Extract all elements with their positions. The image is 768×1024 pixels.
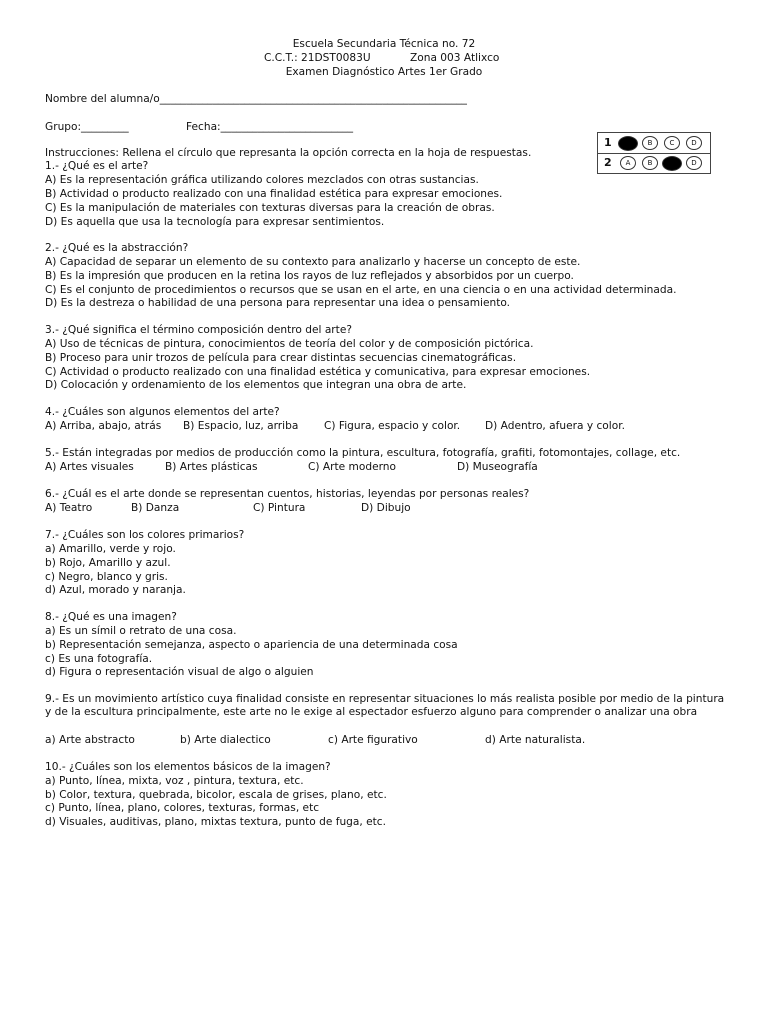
student-name-field: Nombre del alumna/o__________________________________________________________ xyxy=(45,93,467,105)
option-c: C) Es la manipulación de materiales con texturas diversas para la creación de obras. xyxy=(45,202,495,214)
bubble-icon: D xyxy=(686,156,702,170)
bubble-filled-icon: A xyxy=(618,136,638,151)
option-a: a) Amarillo, verde y rojo. xyxy=(45,543,176,555)
option-c: c) Es una fotografía. xyxy=(45,653,153,665)
date-field: Fecha:_________________________ xyxy=(186,121,354,133)
answer-sheet-row xyxy=(598,133,710,154)
option-c: C) Es el conjunto de procedimientos o recursos que se usan en el arte, en una ciencia o en una actividad determinada. xyxy=(45,284,677,296)
bubble-filled-icon: C xyxy=(662,156,682,171)
option-b: B) Proceso para unir trozos de película para crear distintas secuencias cinematográficas. xyxy=(45,352,517,364)
bubble-icon: D xyxy=(686,136,702,150)
option-d: D) Es la destreza o habilidad de una persona para representar una idea o pensamiento. xyxy=(45,297,511,309)
instructions: Instrucciones: Rellena el círculo que represanta la opción correcta en la hoja de respuestas. xyxy=(45,147,532,159)
option-b: b) Color, textura, quebrada, bicolor, escala de grises, plano, etc. xyxy=(45,789,387,801)
question-title: 5.- Están integradas por medios de producción como la pintura, escultura, fotografía, grafiti, fotomontajes, collage, etc. xyxy=(45,447,681,459)
option-a: A) Uso de técnicas de pintura, conocimientos de teoría del color y de composición pictórica. xyxy=(45,338,534,350)
row-number: 2 xyxy=(604,156,612,169)
option-c: C) Figura, espacio y color. xyxy=(324,420,461,432)
option-d: d) Arte naturalista. xyxy=(485,734,586,746)
bubble-icon: C xyxy=(664,136,680,150)
option-a: A) Artes visuales xyxy=(45,461,134,473)
option-a: A) Arriba, abajo, atrás xyxy=(45,420,162,432)
question-title: 2.- ¿Qué es la abstracción? xyxy=(45,242,189,254)
option-c: C) Actividad o producto realizado con una finalidad estética y comunicativa, para expresar emociones. xyxy=(45,366,591,378)
row-number: 1 xyxy=(604,136,612,149)
option-a: a) Es un símil o retrato de una cosa. xyxy=(45,625,237,637)
answer-sheet-row xyxy=(598,153,710,173)
option-b: B) Espacio, luz, arriba xyxy=(183,420,299,432)
option-b: b) Rojo, Amarillo y azul. xyxy=(45,557,171,569)
option-d: D) Dibujo xyxy=(361,502,411,514)
question-title: 10.- ¿Cuáles son los elementos básicos de la imagen? xyxy=(45,761,331,773)
question-title: 9.- Es un movimiento artístico cuya finalidad consiste en representar situaciones lo más realista posible por medio de la pintura y de la escultura principalmente, este arte no le exige al espectador esfuerzo alguno para comprender o analizar una obra xyxy=(45,693,725,718)
option-b: b) Representación semejanza, aspecto o apariencia de una determinada cosa xyxy=(45,639,458,651)
option-a: a) Arte abstracto xyxy=(45,734,135,746)
option-c: C) Pintura xyxy=(253,502,306,514)
question-title: 3.- ¿Qué significa el término composición dentro del arte? xyxy=(45,324,352,336)
option-c: c) Arte figurativo xyxy=(328,734,418,746)
option-b: B) Es la impresión que producen en la retina los rayos de luz reflejados y absorbidos por un cuerpo. xyxy=(45,270,574,282)
option-b: B) Artes plásticas xyxy=(165,461,258,473)
option-c: C) Arte moderno xyxy=(308,461,396,473)
question-title: 6.- ¿Cuál es el arte donde se representan cuentos, historias, leyendas por personas reales? xyxy=(45,488,530,500)
option-c: c) Negro, blanco y gris. xyxy=(45,571,168,583)
exam-title: Examen Diagnóstico Artes 1er Grado xyxy=(285,66,483,78)
bubble-icon: B xyxy=(642,136,658,150)
option-d: D) Es aquella que usa la tecnología para expresar sentimientos. xyxy=(45,216,385,228)
school-zone: Zona 003 Atlixco xyxy=(410,52,500,64)
option-d: d) Azul, morado y naranja. xyxy=(45,584,186,596)
option-a: A) Es la representación gráfica utilizando colores mezclados con otras sustancias. xyxy=(45,174,479,186)
option-d: d) Figura o representación visual de algo o alguien xyxy=(45,666,314,678)
option-d: D) Colocación y ordenamiento de los elementos que integran una obra de arte. xyxy=(45,379,467,391)
bubble-icon: B xyxy=(642,156,658,170)
option-d: D) Adentro, afuera y color. xyxy=(485,420,625,432)
answer-sheet-sample xyxy=(597,132,711,174)
option-a: a) Punto, línea, mixta, voz , pintura, textura, etc. xyxy=(45,775,304,787)
option-d: d) Visuales, auditivas, plano, mixtas textura, punto de fuga, etc. xyxy=(45,816,386,828)
option-b: b) Arte dialectico xyxy=(180,734,271,746)
school-name: Escuela Secundaria Técnica no. 72 xyxy=(292,38,476,50)
bubble-icon: A xyxy=(620,156,636,170)
option-c: c) Punto, línea, plano, colores, texturas, formas, etc xyxy=(45,802,320,814)
question-title: 7.- ¿Cuáles son los colores primarios? xyxy=(45,529,245,541)
option-a: A) Teatro xyxy=(45,502,93,514)
cct-code: C.C.T.: 21DST0083U xyxy=(264,52,371,64)
option-b: B) Danza xyxy=(131,502,180,514)
option-d: D) Museografía xyxy=(457,461,538,473)
group-field: Grupo:_________ xyxy=(45,121,129,133)
question-title: 4.- ¿Cuáles son algunos elementos del arte? xyxy=(45,406,280,418)
option-a: A) Capacidad de separar un elemento de su contexto para analizarlo y hacerse un concepto de este. xyxy=(45,256,581,268)
question-title: 1.- ¿Qué es el arte? xyxy=(45,160,149,172)
option-b: B) Actividad o producto realizado con una finalidad estética para expresar emociones. xyxy=(45,188,503,200)
question-title: 8.- ¿Qué es una imagen? xyxy=(45,611,177,623)
